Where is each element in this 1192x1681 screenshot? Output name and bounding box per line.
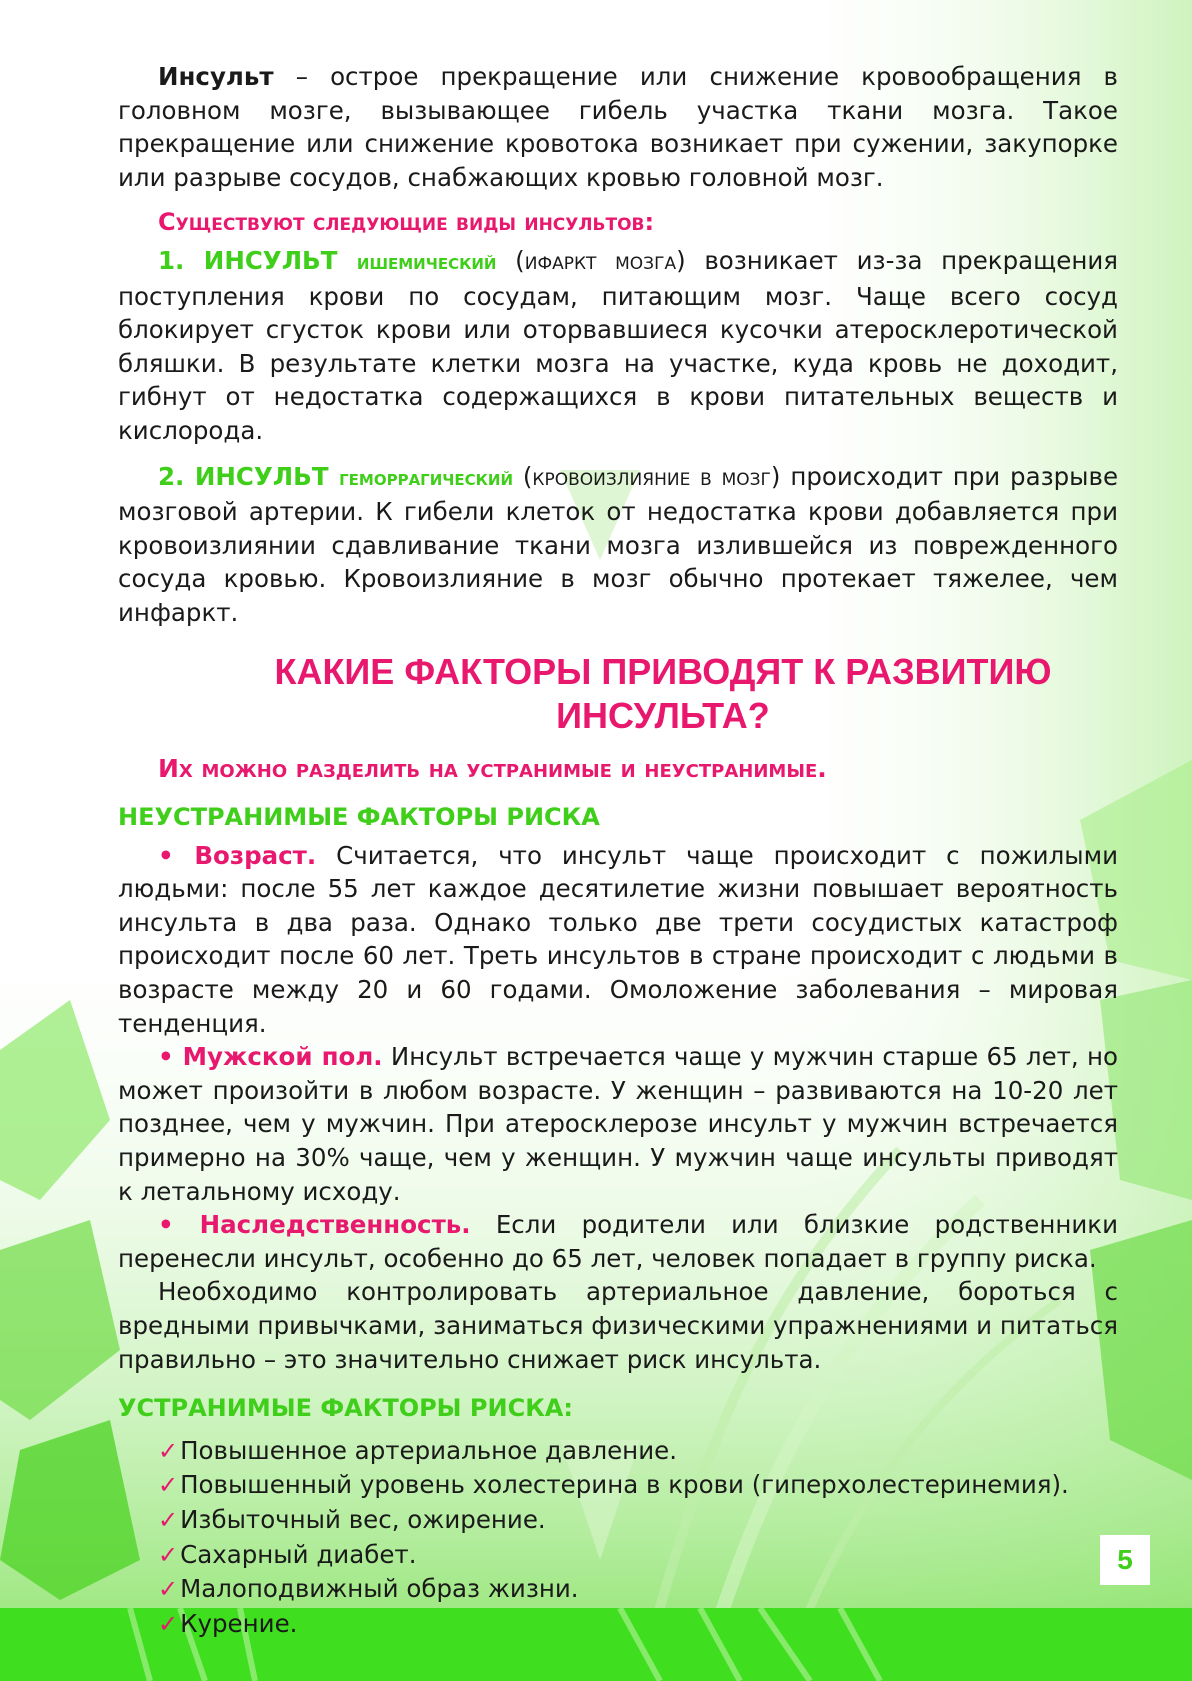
hemorrhagic-label: 2. ИНСУЛЬТ	[158, 461, 340, 491]
checkmark-icon: ✓	[158, 1540, 179, 1569]
male-paragraph	[118, 1040, 1118, 1208]
list-item	[158, 1468, 1118, 1503]
modifiable-factors-list	[118, 1434, 1118, 1642]
hemorrhagic-text: происходит при разрыве мозговой артерии. К гибели клеток от недостатка крови добавляется при кровоизлиянии сдавливание ткани мозга излившейся из поврежденного сосуда кровью. Кровоизлияние в мозг обычно протекает тяжелее, чем инфаркт.	[118, 461, 1119, 627]
page-number: 5	[1100, 1535, 1150, 1585]
list-item	[158, 1503, 1118, 1538]
heredity-paragraph	[118, 1208, 1118, 1275]
stroke-types-heading: Существуют следующие виды инсультов:	[158, 208, 655, 237]
age-text: Считается, что инсульт чаще происходит с пожилыми людьми: после 55 лет каждое десятилетие жизни повышает вероятность инсульта в два раза. Однако только две трети сосудистых катастроф происходит после 60 лет. Треть инсультов в стране происходит с людьми в возрасте между 20 и 60 годами. Омоложение заболевания – мировая тенденция.	[118, 840, 1118, 1038]
male-text: Инсульт встречается чаще у мужчин старше 65 лет, но может произойти в любом возрасте. У женщин – развиваются на 10-20 лет позднее, чем у мужчин. При атеросклерозе инсульт у мужчин встречается примерно на 30% чаще, чем у женщин. У мужчин чаще инсульты приводят к летальному исходу.	[118, 1042, 1118, 1206]
heredity-label: • Наследственность.	[158, 1210, 471, 1240]
ischemic-text: возникает из-за прекращения поступления крови по сосудам, питающим мозг. Чаще всего сосуд блокирует сгусток крови или оторвавшиеся кусочки атеросклеротической бляшки. В результате клетки мозга на участке, куда кровь не доходит, гибнут от недостатка содержащихся в крови питательных веществ и кислорода.	[118, 245, 1119, 445]
list-item-text: Повышенный уровень холестерина в крови (гиперхолестеринемия).	[180, 1470, 1069, 1500]
heredity-text: Если родители или близкие родственники перенесли инсульт, особенно до 65 лет, человек попадает в группу риска.	[118, 1210, 1119, 1273]
intro-term: Инсульт	[158, 62, 274, 91]
list-item	[158, 1607, 1118, 1642]
checkmark-icon: ✓	[158, 1436, 179, 1465]
risk-factors-title: КАКИЕ ФАКТОРЫ ПРИВОДЯТ К РАЗВИТИЮ ИНСУЛЬТА?	[274, 650, 1052, 736]
hemorrhagic-type: геморрагический	[339, 465, 514, 490]
checkmark-icon: ✓	[158, 1575, 179, 1604]
list-item-text: Избыточный вес, ожирение.	[180, 1504, 546, 1534]
modifiable-heading: УСТРАНИМЫЕ ФАКТОРЫ РИСКА:	[118, 1394, 573, 1423]
list-item-text: Курение.	[180, 1608, 298, 1638]
list-item	[158, 1434, 1118, 1469]
list-item	[158, 1572, 1118, 1607]
checkmark-icon: ✓	[158, 1609, 179, 1638]
ischemic-type: ишемический	[356, 249, 497, 274]
risk-factors-subtitle: Их можно разделить на устранимые и неустранимые.	[158, 753, 827, 783]
age-label: • Возраст.	[158, 840, 317, 870]
list-item	[158, 1538, 1118, 1573]
checkmark-icon: ✓	[158, 1505, 179, 1534]
advice-paragraph: Необходимо контролировать артериальное давление, бороться с вредными привычками, заниматься физическими упражнениями и питаться правильно – это значительно снижает риск инсульта.	[118, 1277, 1119, 1374]
page-content	[118, 60, 1118, 1641]
hemorrhagic-stroke-paragraph	[118, 460, 1118, 630]
checkmark-icon: ✓	[158, 1471, 179, 1500]
hemorrhagic-paren: (кровоизлияние в мозг)	[513, 461, 781, 491]
ischemic-stroke-paragraph	[118, 244, 1118, 448]
intro-paragraph	[118, 60, 1118, 194]
ischemic-label: 1. ИНСУЛЬТ	[158, 245, 357, 275]
list-item-text: Повышенное артериальное давление.	[180, 1435, 677, 1465]
list-item-text: Сахарный диабет.	[180, 1539, 417, 1569]
age-paragraph	[118, 839, 1118, 1041]
list-item-text: Малоподвижный образ жизни.	[180, 1574, 579, 1604]
intro-text: – острое прекращение или снижение кровообращения в головном мозге, вызывающее гибель участка ткани мозга. Такое прекращение или снижение кровотока возникает при сужении, закупорке или разрыве сосудов, снабжающих кровью головной мозг.	[118, 62, 1118, 192]
nonmodifiable-heading: НЕУСТРАНИМЫЕ ФАКТОРЫ РИСКА	[118, 803, 600, 832]
male-label: • Мужской пол.	[158, 1042, 383, 1072]
ischemic-paren: (ифаркт мозга)	[496, 245, 686, 275]
